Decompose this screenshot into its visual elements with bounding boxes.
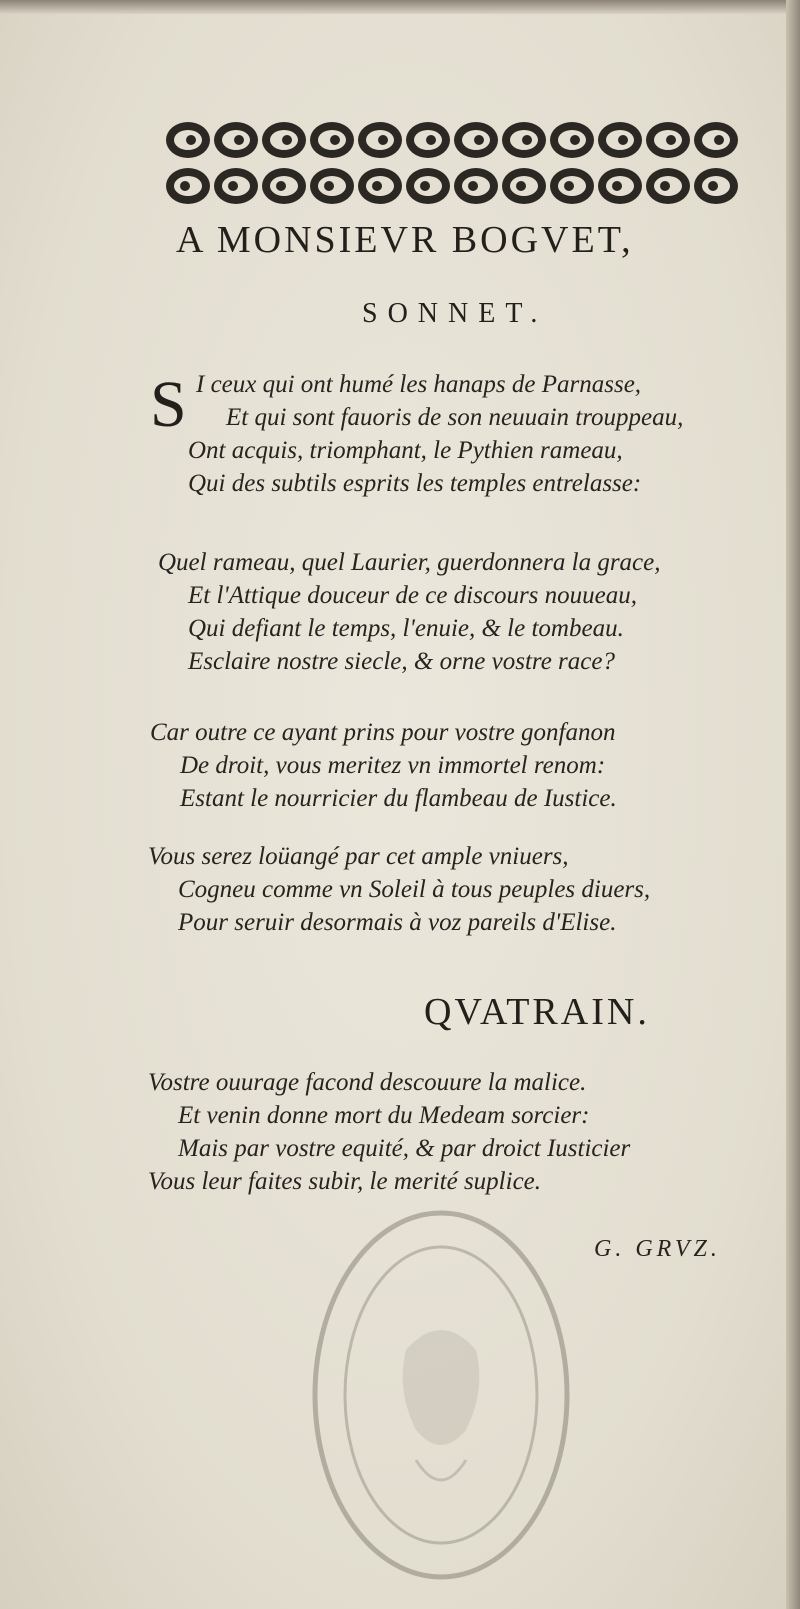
- dedication-heading: A MONSIEVR BOGVET,: [176, 219, 634, 261]
- ornament-motif-center: [276, 181, 286, 191]
- verse-line: Et l'Attique douceur de ce discours nouueau,: [188, 582, 637, 609]
- verse-line: Pour seruir desormais à voz pareils d'Elise.: [178, 909, 617, 936]
- verse-line: Quel rameau, quel Laurier, guerdonnera la grace,: [158, 549, 661, 576]
- ornament-motif-center: [708, 181, 718, 191]
- quatrain-title: QVATRAIN.: [424, 991, 650, 1033]
- ornament-motif-center: [378, 135, 388, 145]
- ornament-motif-center: [522, 135, 532, 145]
- drop-cap: S: [150, 368, 187, 441]
- ornament-motif-center: [516, 181, 526, 191]
- sonnet-stanza-1: [188, 368, 684, 500]
- verse-line: Ont acquis, triomphant, le Pythien rameau,: [188, 437, 623, 464]
- sonnet-stanza-4: [148, 840, 650, 939]
- ornament-motif-center: [612, 181, 622, 191]
- ornament-motif-center: [660, 181, 670, 191]
- quatrain-stanza: [148, 1066, 630, 1198]
- verse-line: Esclaire nostre siecle, & orne vostre race?: [188, 648, 615, 675]
- verse-line: Car outre ce ayant prins pour vostre gonfanon: [150, 719, 616, 746]
- verse-line: Vostre ouurage facond descouure la malice.: [148, 1069, 587, 1096]
- verse-line: Estant le nourricier du flambeau de Iustice.: [180, 785, 617, 812]
- ornament-motif-center: [324, 181, 334, 191]
- ornament-motif-center: [180, 181, 190, 191]
- ornament-motif-center: [474, 135, 484, 145]
- verse-line: Vous serez loüangé par cet ample vniuers,: [148, 843, 569, 870]
- page-binding-edge: [786, 0, 800, 1609]
- verse-line: Et venin donne mort du Medeam sorcier:: [178, 1102, 590, 1129]
- verse-line: Qui des subtils esprits les temples entrelasse:: [188, 470, 642, 497]
- ornament-motif-center: [570, 135, 580, 145]
- sonnet-stanza-3: [150, 716, 617, 815]
- ornament-motif-center: [714, 135, 724, 145]
- verse-line: De droit, vous meritez vn immortel renom:: [180, 752, 606, 779]
- sonnet-title: SONNET.: [362, 298, 548, 329]
- verse-line: I ceux qui ont humé les hanaps de Parnasse,: [196, 371, 642, 398]
- ornament-motif-center: [420, 181, 430, 191]
- ornament-motif-center: [282, 135, 292, 145]
- ornament-motif-center: [564, 181, 574, 191]
- ornament-motif-center: [186, 135, 196, 145]
- ornament-motif-center: [426, 135, 436, 145]
- ornament-motif-center: [468, 181, 478, 191]
- page-top-edge: [0, 0, 800, 14]
- ornament-motif-center: [618, 135, 628, 145]
- library-stamp-icon: [296, 1200, 586, 1590]
- sonnet-stanza-2: [158, 546, 661, 678]
- ornament-motif-center: [372, 181, 382, 191]
- verse-line: Vous leur faites subir, le merité suplice.: [148, 1168, 542, 1195]
- ornament-motif-center: [666, 135, 676, 145]
- verse-line: Qui defiant le temps, l'enuie, & le tombeau.: [188, 615, 624, 642]
- ornament-motif-center: [234, 135, 244, 145]
- verse-line: Mais par vostre equité, & par droict Iusticier: [178, 1135, 631, 1162]
- author-signature: G. GRVZ.: [594, 1236, 721, 1262]
- verse-line: Et qui sont fauoris de son neuuain trouppeau,: [226, 404, 684, 431]
- ornament-motif-center: [330, 135, 340, 145]
- verse-line: Cogneu comme vn Soleil à tous peuples diuers,: [178, 876, 651, 903]
- ornament-motif-center: [228, 181, 238, 191]
- ornamental-band-icon: [162, 116, 770, 212]
